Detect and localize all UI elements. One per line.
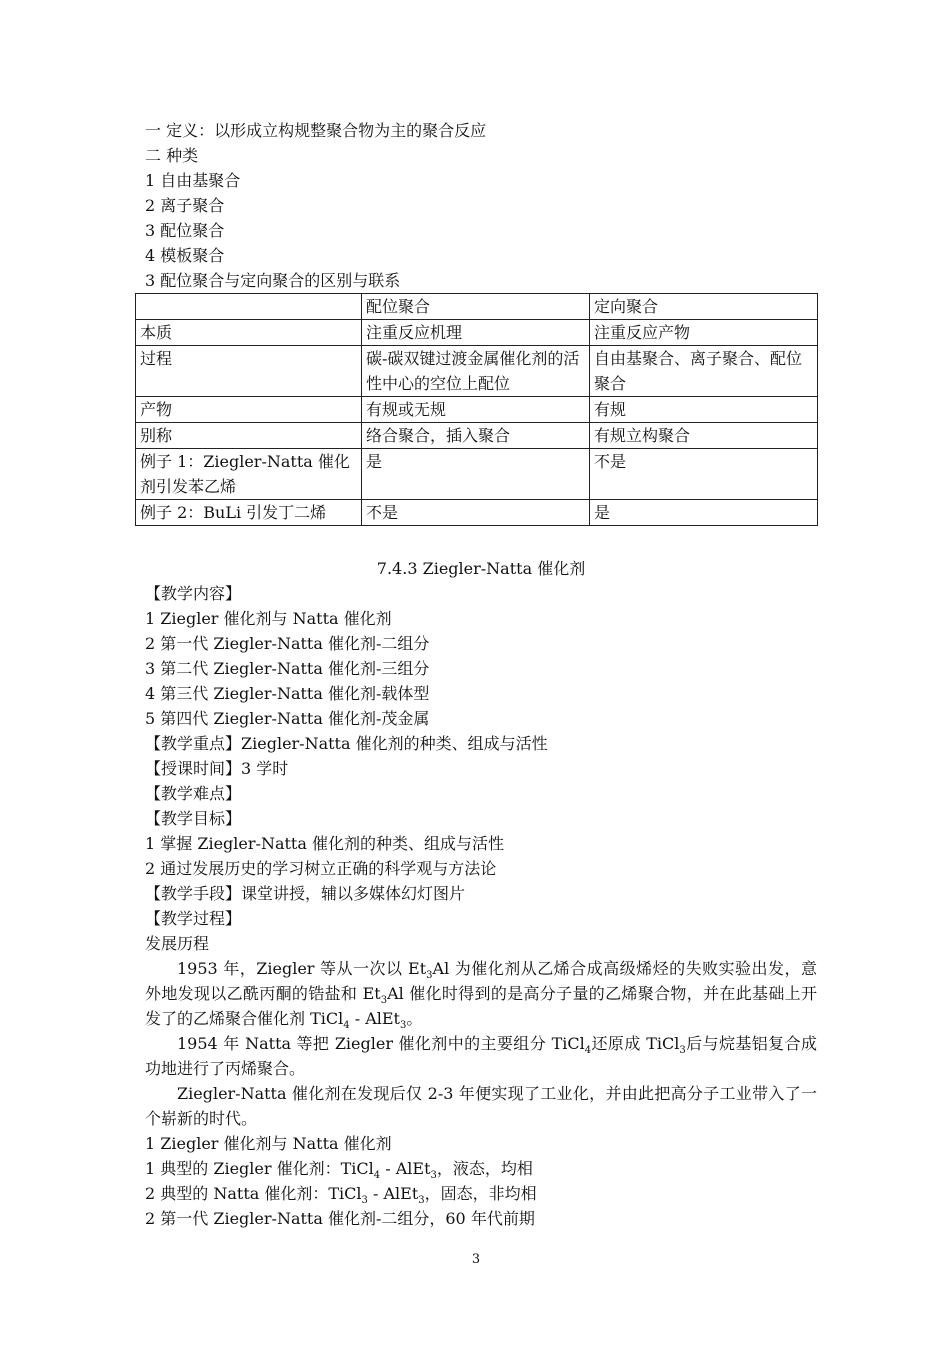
table-cell: 过程	[136, 346, 362, 397]
table-cell: 有规	[590, 397, 818, 423]
content-item: 1 Ziegler 催化剂与 Natta 催化剂	[145, 609, 392, 628]
content-item: 5 第四代 Ziegler-Natta 催化剂-茂金属	[145, 709, 430, 728]
table-cell: 是	[590, 500, 818, 526]
text-span: 1 典型的 Ziegler 催化剂：TiCl	[145, 1159, 374, 1178]
table-cell: 产物	[136, 397, 362, 423]
spacer	[145, 526, 817, 556]
table-cell: 例子 2：BuLi 引发丁二烯	[136, 500, 362, 526]
type-item: 3 配位聚合	[145, 221, 225, 240]
table-cell: 有规立构聚合	[590, 423, 818, 449]
section-title: 7.4.3 Ziegler-Natta 催化剂	[376, 559, 586, 578]
subscript: 3	[380, 995, 388, 1007]
history-heading: 发展历程	[145, 934, 210, 953]
table-header-cell: 配位聚合	[362, 294, 590, 320]
tail-heading: 1 Ziegler 催化剂与 Natta 催化剂	[145, 1134, 392, 1153]
table-cell: 注重反应产物	[590, 320, 818, 346]
natta-catalyst-line	[145, 1181, 817, 1206]
table-cell: 例子 1：Ziegler-Natta 催化剂引发苯乙烯	[136, 449, 362, 500]
text-span: - AlEt	[349, 1009, 400, 1028]
subscript: 3	[426, 970, 433, 982]
table-row	[136, 397, 818, 423]
table-header-cell	[136, 294, 362, 320]
goal-item: 1 掌握 Ziegler-Natta 催化剂的种类、组成与活性	[145, 834, 504, 853]
content-item: 4 第三代 Ziegler-Natta 催化剂-载体型	[145, 684, 430, 703]
subscript: 3	[430, 1170, 437, 1182]
text-span: 2 典型的 Natta 催化剂：TiCl	[145, 1184, 362, 1203]
definition-line: 一 定义：以形成立构规整聚合物为主的聚合反应	[145, 121, 487, 140]
text-span: Al 催化时得到的是高分子量的乙烯聚合物，并在此基础上开发了的乙烯聚合催化剂 TiCl	[145, 984, 817, 1028]
table-cell: 不是	[362, 500, 590, 526]
text-span: ，液态，均相	[436, 1159, 533, 1178]
table-header-cell: 定向聚合	[590, 294, 818, 320]
table-row	[136, 449, 818, 500]
comparison-table	[135, 293, 818, 526]
key-point: 【教学重点】Ziegler-Natta 催化剂的种类、组成与活性	[145, 734, 548, 753]
subscript: 3	[399, 1020, 407, 1032]
table-cell: 络合聚合，插入聚合	[362, 423, 590, 449]
table-caption: 3 配位聚合与定向聚合的区别与联系	[145, 271, 401, 290]
paragraph-1954	[145, 1031, 817, 1081]
table-cell: 本质	[136, 320, 362, 346]
table-row	[136, 423, 818, 449]
page-number: 3	[471, 1252, 481, 1267]
table-cell: 注重反应机理	[362, 320, 590, 346]
text-span: 1953 年，Ziegler 等从一次以 Et	[177, 959, 427, 978]
goals-label: 【教学目标】	[145, 809, 242, 828]
teaching-means: 【教学手段】课堂讲授，辅以多媒体幻灯图片	[145, 884, 466, 903]
text-span: Al 为催化剂从乙烯合成高级烯烃的失败实验出发，意外地发现以乙酰丙酮的锆盐和 Et	[145, 959, 817, 1003]
table-cell: 有规或无规	[362, 397, 590, 423]
subscript: 4	[584, 1045, 592, 1057]
paragraph-industrialization: Ziegler-Natta 催化剂在发现后仅 2-3 年便实现了工业化，并由此把高分子工业带入了一个崭新的时代。	[145, 1084, 817, 1128]
subscript: 4	[343, 1020, 350, 1032]
type-item: 2 离子聚合	[145, 196, 225, 215]
table-row	[136, 320, 818, 346]
type-item: 1 自由基聚合	[145, 171, 241, 190]
difficulty-label: 【教学难点】	[145, 784, 242, 803]
table-row	[136, 346, 818, 397]
table-cell: 是	[362, 449, 590, 500]
paragraph-1953	[145, 956, 817, 1031]
process-label: 【教学过程】	[145, 909, 242, 928]
table-cell: 不是	[590, 449, 818, 500]
text-span: 。	[406, 1009, 423, 1028]
table-header-row	[136, 294, 818, 320]
goal-item: 2 通过发展历史的学习树立正确的科学观与方法论	[145, 859, 497, 878]
document-page	[140, 118, 817, 1231]
teaching-time: 【授课时间】3 学时	[145, 759, 289, 778]
types-heading: 二 种类	[145, 146, 199, 165]
table-cell: 自由基聚合、离子聚合、配位聚合	[590, 346, 818, 397]
table-cell: 碳-碳双键过渡金属催化剂的活性中心的空位上配位	[362, 346, 590, 397]
text-span: 1954 年 Natta 等把 Ziegler 催化剂中的主要组分 TiCl	[177, 1034, 585, 1053]
content-item: 2 第一代 Ziegler-Natta 催化剂-二组分	[145, 634, 430, 653]
text-span: 还原成 TiCl	[591, 1034, 680, 1053]
ziegler-catalyst-line	[145, 1156, 817, 1181]
first-generation-heading: 2 第一代 Ziegler-Natta 催化剂-二组分，60 年代前期	[145, 1209, 535, 1228]
text-span: - AlEt	[380, 1159, 431, 1178]
subscript: 3	[679, 1045, 686, 1057]
table-row	[136, 500, 818, 526]
content-item: 3 第二代 Ziegler-Natta 催化剂-三组分	[145, 659, 430, 678]
subscript: 3	[361, 1195, 368, 1207]
type-item: 4 模板聚合	[145, 246, 225, 265]
text-span: - AlEt	[367, 1184, 419, 1203]
table-cell: 别称	[136, 423, 362, 449]
text-span: ，固态，非均相	[424, 1184, 537, 1203]
subscript: 4	[373, 1170, 381, 1182]
text-span: 后与烷基铝复合成功地进行了丙烯聚合。	[145, 1034, 817, 1078]
subscript: 3	[418, 1195, 425, 1207]
content-label: 【教学内容】	[145, 584, 242, 603]
